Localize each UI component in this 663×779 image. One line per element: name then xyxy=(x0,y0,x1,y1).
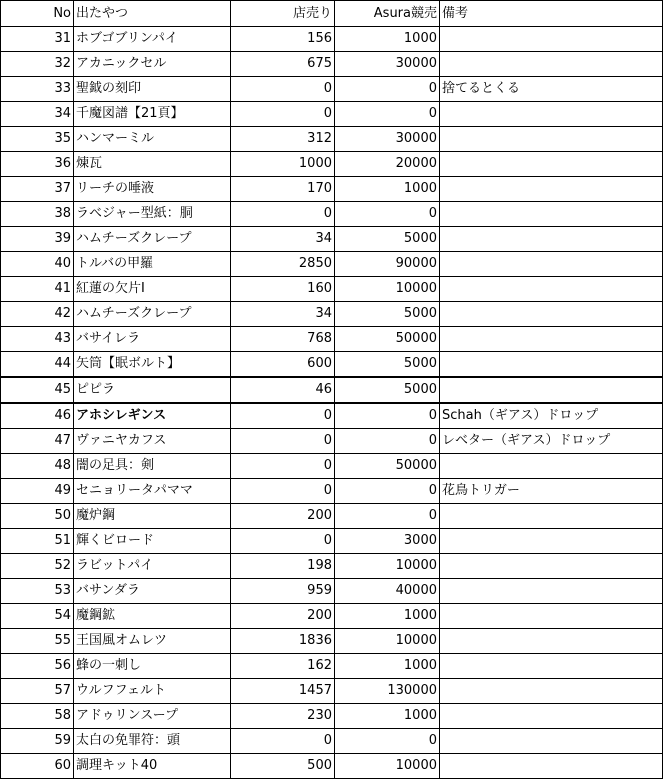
cell-asura-auction[interactable]: 1000 xyxy=(335,704,440,729)
cell-no[interactable]: 56 xyxy=(1,654,74,679)
cell-item-name[interactable]: ラベジャー型紙：胴 xyxy=(74,202,231,227)
table-row xyxy=(1,152,663,177)
cell-no[interactable]: 38 xyxy=(1,202,74,227)
cell-item-name[interactable]: 魔鋼鉱 xyxy=(74,604,231,629)
cell-shop-price[interactable]: 162 xyxy=(231,654,335,679)
cell-asura-auction[interactable]: 20000 xyxy=(335,152,440,177)
cell-no[interactable]: 39 xyxy=(1,227,74,252)
cell-no[interactable]: 53 xyxy=(1,579,74,604)
cell-note[interactable] xyxy=(440,754,663,779)
cell-item-name[interactable]: ピピラ xyxy=(74,377,231,403)
table-row xyxy=(1,352,663,378)
cell-shop-price[interactable]: 312 xyxy=(231,127,335,152)
cell-shop-price[interactable]: 959 xyxy=(231,579,335,604)
cell-shop-price[interactable]: 200 xyxy=(231,604,335,629)
table-row xyxy=(1,679,663,704)
cell-no[interactable]: 55 xyxy=(1,629,74,654)
cell-asura-auction[interactable]: 0 xyxy=(335,102,440,127)
cell-no[interactable]: 32 xyxy=(1,52,74,77)
cell-no[interactable]: 46 xyxy=(1,403,74,429)
cell-item-name[interactable]: 紅蓮の欠片I xyxy=(74,277,231,302)
cell-item-name[interactable]: アドゥリンスープ xyxy=(74,704,231,729)
cell-item-name[interactable]: バサイレラ xyxy=(74,327,231,352)
cell-item-name[interactable]: アカニックセル xyxy=(74,52,231,77)
table-row xyxy=(1,629,663,654)
cell-item-name[interactable]: ハムチーズクレープ xyxy=(74,302,231,327)
table-row xyxy=(1,102,663,127)
cell-asura-auction[interactable]: 0 xyxy=(335,202,440,227)
cell-asura-auction[interactable]: 0 xyxy=(335,729,440,754)
cell-asura-auction[interactable]: 10000 xyxy=(335,629,440,654)
cell-note[interactable] xyxy=(440,454,663,479)
table-row xyxy=(1,604,663,629)
cell-no[interactable]: 52 xyxy=(1,554,74,579)
cell-item-name[interactable]: 太白の免罪符：頭 xyxy=(74,729,231,754)
cell-no[interactable]: 51 xyxy=(1,529,74,554)
cell-asura-auction[interactable]: 30000 xyxy=(335,127,440,152)
cell-shop-price[interactable]: 0 xyxy=(231,479,335,504)
cell-shop-price[interactable]: 1836 xyxy=(231,629,335,654)
cell-note[interactable] xyxy=(440,127,663,152)
cell-asura-auction[interactable]: 1000 xyxy=(335,177,440,202)
cell-no[interactable]: 54 xyxy=(1,604,74,629)
cell-no[interactable]: 41 xyxy=(1,277,74,302)
cell-item-name[interactable]: 聖鉞の刻印 xyxy=(74,77,231,102)
cell-asura-auction[interactable]: 10000 xyxy=(335,277,440,302)
table-row xyxy=(1,227,663,252)
cell-note[interactable]: 花鳥トリガー xyxy=(440,479,663,504)
table-row xyxy=(1,202,663,227)
table-row xyxy=(1,729,663,754)
header-row xyxy=(1,1,663,27)
cell-shop-price[interactable]: 0 xyxy=(231,202,335,227)
cell-no[interactable]: 50 xyxy=(1,504,74,529)
cell-asura-auction[interactable]: 10000 xyxy=(335,754,440,779)
cell-no[interactable]: 48 xyxy=(1,454,74,479)
cell-item-name[interactable]: 王国風オムレツ xyxy=(74,629,231,654)
cell-asura-auction[interactable]: 1000 xyxy=(335,604,440,629)
cell-no[interactable]: 42 xyxy=(1,302,74,327)
cell-note[interactable] xyxy=(440,27,663,52)
cell-asura-auction[interactable]: 30000 xyxy=(335,52,440,77)
cell-asura-auction[interactable]: 0 xyxy=(335,77,440,102)
header-no[interactable]: No xyxy=(1,1,74,27)
cell-shop-price[interactable]: 0 xyxy=(231,77,335,102)
cell-note[interactable] xyxy=(440,102,663,127)
cell-asura-auction[interactable]: 1000 xyxy=(335,27,440,52)
cell-shop-price[interactable]: 170 xyxy=(231,177,335,202)
cell-no[interactable]: 35 xyxy=(1,127,74,152)
table-row xyxy=(1,579,663,604)
cell-note[interactable] xyxy=(440,554,663,579)
cell-item-name[interactable]: ハムチーズクレープ xyxy=(74,227,231,252)
cell-note[interactable] xyxy=(440,227,663,252)
cell-shop-price[interactable]: 200 xyxy=(231,504,335,529)
table-row xyxy=(1,127,663,152)
cell-shop-price[interactable]: 0 xyxy=(231,454,335,479)
cell-shop-price[interactable]: 34 xyxy=(231,227,335,252)
cell-asura-auction[interactable]: 3000 xyxy=(335,529,440,554)
cell-shop-price[interactable]: 198 xyxy=(231,554,335,579)
cell-item-name[interactable]: バサンダラ xyxy=(74,579,231,604)
cell-item-name[interactable]: 矢筒【眠ボルト】 xyxy=(74,352,231,378)
cell-item-name[interactable]: 千魔図譜【21頁】 xyxy=(74,102,231,127)
cell-item-name[interactable]: 魔炉鋼 xyxy=(74,504,231,529)
cell-no[interactable]: 37 xyxy=(1,177,74,202)
table-row xyxy=(1,252,663,277)
table-row xyxy=(1,27,663,52)
cell-no[interactable]: 58 xyxy=(1,704,74,729)
cell-note[interactable] xyxy=(440,704,663,729)
cell-item-name[interactable]: 蜂の一刺し xyxy=(74,654,231,679)
cell-no[interactable]: 31 xyxy=(1,27,74,52)
cell-shop-price[interactable]: 34 xyxy=(231,302,335,327)
cell-item-name[interactable]: トルバの甲羅 xyxy=(74,252,231,277)
cell-asura-auction[interactable]: 90000 xyxy=(335,252,440,277)
cell-shop-price[interactable]: 0 xyxy=(231,529,335,554)
cell-no[interactable]: 45 xyxy=(1,377,74,403)
table-row xyxy=(1,277,663,302)
cell-note[interactable]: Schah（ギアス）ドロップ xyxy=(440,403,663,429)
cell-asura-auction[interactable]: 0 xyxy=(335,479,440,504)
cell-item-name[interactable]: 輝くビロード xyxy=(74,529,231,554)
table-row xyxy=(1,529,663,554)
cell-shop-price[interactable]: 0 xyxy=(231,729,335,754)
cell-note[interactable] xyxy=(440,529,663,554)
table-row xyxy=(1,479,663,504)
header-name[interactable]: 出たやつ xyxy=(74,1,231,27)
cell-item-name[interactable]: セニョリータパママ xyxy=(74,479,231,504)
table-row xyxy=(1,77,663,102)
cell-note[interactable] xyxy=(440,152,663,177)
cell-item-name[interactable]: ウルフフェルト xyxy=(74,679,231,704)
cell-asura-auction[interactable]: 50000 xyxy=(335,327,440,352)
cell-no[interactable]: 34 xyxy=(1,102,74,127)
cell-note[interactable] xyxy=(440,579,663,604)
table-row xyxy=(1,327,663,352)
cell-note[interactable] xyxy=(440,302,663,327)
cell-no[interactable]: 44 xyxy=(1,352,74,378)
cell-note[interactable] xyxy=(440,352,663,378)
cell-note[interactable] xyxy=(440,52,663,77)
table-row xyxy=(1,554,663,579)
cell-shop-price[interactable]: 230 xyxy=(231,704,335,729)
table-row xyxy=(1,177,663,202)
cell-no[interactable]: 43 xyxy=(1,327,74,352)
cell-no[interactable]: 36 xyxy=(1,152,74,177)
cell-item-name[interactable]: ラビットパイ xyxy=(74,554,231,579)
cell-note[interactable] xyxy=(440,504,663,529)
cell-note[interactable] xyxy=(440,277,663,302)
cell-asura-auction[interactable]: 5000 xyxy=(335,352,440,378)
cell-no[interactable]: 49 xyxy=(1,479,74,504)
cell-note[interactable] xyxy=(440,679,663,704)
table-row xyxy=(1,377,663,403)
cell-shop-price[interactable]: 2850 xyxy=(231,252,335,277)
cell-no[interactable]: 47 xyxy=(1,429,74,454)
cell-asura-auction[interactable]: 50000 xyxy=(335,454,440,479)
cell-asura-auction[interactable]: 40000 xyxy=(335,579,440,604)
table-row xyxy=(1,52,663,77)
cell-asura-auction[interactable]: 130000 xyxy=(335,679,440,704)
header-asura-auction[interactable]: Asura競売 xyxy=(335,1,440,27)
cell-note[interactable] xyxy=(440,629,663,654)
cell-item-name[interactable]: ヴァニヤカフス xyxy=(74,429,231,454)
cell-shop-price[interactable]: 500 xyxy=(231,754,335,779)
cell-shop-price[interactable]: 1457 xyxy=(231,679,335,704)
cell-note[interactable] xyxy=(440,604,663,629)
table-row xyxy=(1,403,663,429)
cell-note[interactable]: レベター（ギアス）ドロップ xyxy=(440,429,663,454)
cell-no[interactable]: 40 xyxy=(1,252,74,277)
table-row xyxy=(1,429,663,454)
header-shop-price[interactable]: 店売り xyxy=(231,1,335,27)
table-row xyxy=(1,302,663,327)
cell-shop-price[interactable]: 600 xyxy=(231,352,335,378)
cell-no[interactable]: 57 xyxy=(1,679,74,704)
cell-no[interactable]: 59 xyxy=(1,729,74,754)
cell-note[interactable] xyxy=(440,377,663,403)
cell-note[interactable] xyxy=(440,654,663,679)
table-row xyxy=(1,654,663,679)
cell-shop-price[interactable]: 0 xyxy=(231,429,335,454)
cell-shop-price[interactable]: 1000 xyxy=(231,152,335,177)
table-row xyxy=(1,754,663,779)
cell-item-name[interactable]: ホブゴブリンパイ xyxy=(74,27,231,52)
cell-shop-price[interactable]: 768 xyxy=(231,327,335,352)
cell-asura-auction[interactable]: 10000 xyxy=(335,554,440,579)
table-row xyxy=(1,704,663,729)
cell-item-name[interactable]: 闇の足具：剣 xyxy=(74,454,231,479)
cell-note[interactable]: 捨てるとくる xyxy=(440,77,663,102)
cell-note[interactable] xyxy=(440,327,663,352)
cell-asura-auction[interactable]: 5000 xyxy=(335,302,440,327)
cell-no[interactable]: 33 xyxy=(1,77,74,102)
cell-shop-price[interactable]: 156 xyxy=(231,27,335,52)
table-row xyxy=(1,454,663,479)
cell-asura-auction[interactable]: 0 xyxy=(335,403,440,429)
table-row xyxy=(1,504,663,529)
cell-shop-price[interactable]: 675 xyxy=(231,52,335,77)
cell-item-name[interactable]: リーチの唾液 xyxy=(74,177,231,202)
cell-shop-price[interactable]: 0 xyxy=(231,102,335,127)
cell-note[interactable] xyxy=(440,177,663,202)
cell-item-name[interactable]: アホシレギンス xyxy=(74,403,231,429)
cell-note[interactable] xyxy=(440,202,663,227)
cell-asura-auction[interactable]: 1000 xyxy=(335,654,440,679)
cell-asura-auction[interactable]: 0 xyxy=(335,429,440,454)
cell-shop-price[interactable]: 0 xyxy=(231,403,335,429)
cell-no[interactable]: 60 xyxy=(1,754,74,779)
cell-item-name[interactable]: 調理キット40 xyxy=(74,754,231,779)
cell-item-name[interactable]: 煉瓦 xyxy=(74,152,231,177)
cell-asura-auction[interactable]: 0 xyxy=(335,504,440,529)
cell-note[interactable] xyxy=(440,729,663,754)
cell-shop-price[interactable]: 160 xyxy=(231,277,335,302)
cell-note[interactable] xyxy=(440,252,663,277)
cell-item-name[interactable]: ハンマーミル xyxy=(74,127,231,152)
cell-asura-auction[interactable]: 5000 xyxy=(335,227,440,252)
header-note[interactable]: 備考 xyxy=(440,1,663,27)
cell-shop-price[interactable]: 46 xyxy=(231,377,335,403)
cell-asura-auction[interactable]: 5000 xyxy=(335,377,440,403)
